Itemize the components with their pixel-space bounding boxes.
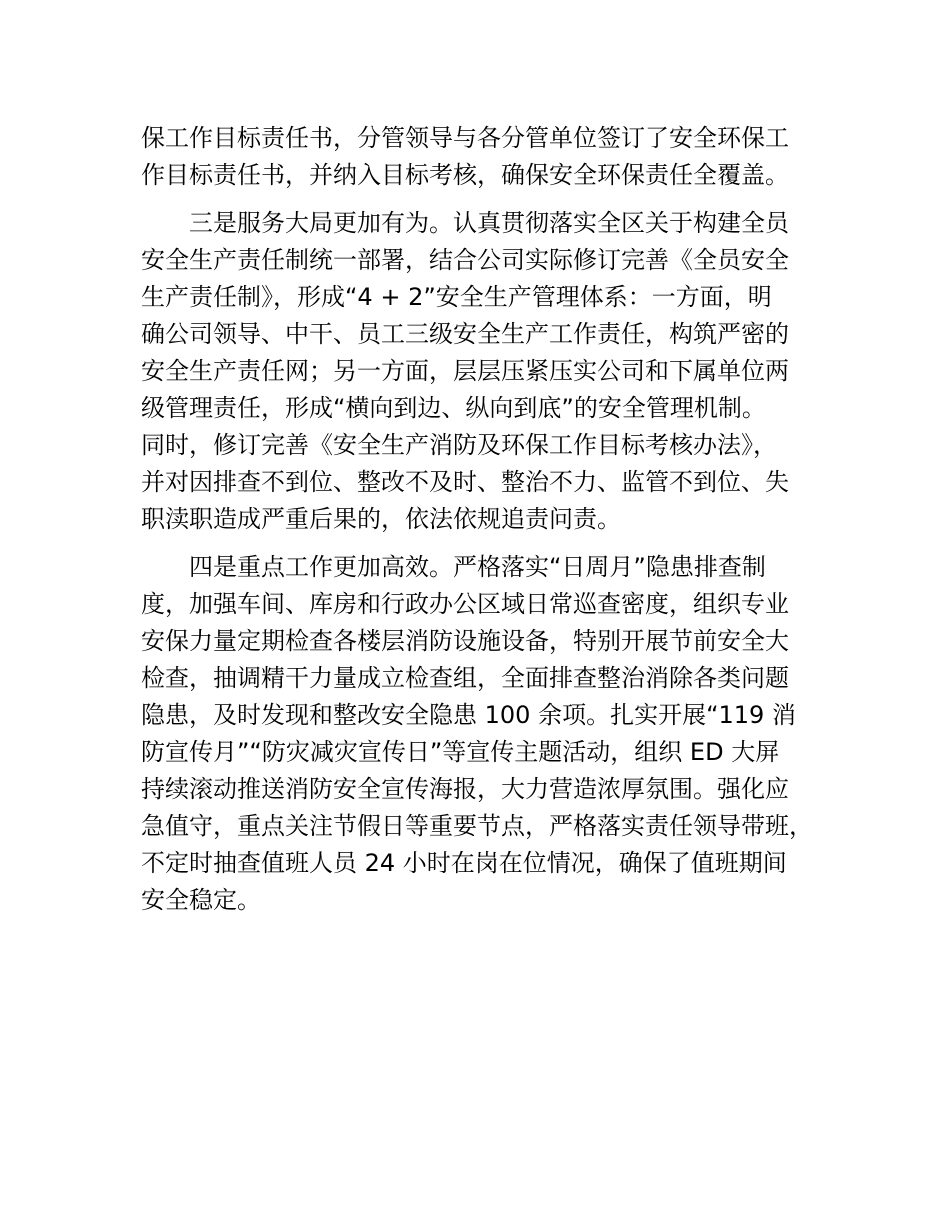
paragraph-2 — [141, 205, 831, 538]
text-line: 三是服务大局更加有为。认真贯彻落实全区关于构建全员 — [189, 209, 789, 237]
text-line: 确公司领导、中干、员工三级安全生产工作责任，构筑严密的 — [141, 320, 789, 348]
text-line: 度，加强车间、库房和行政办公区域日常巡查密度，组织专业 — [141, 590, 789, 618]
text-line: 不定时抽查值班人员 24 小时在岗在位情况，确保了值班期间 — [141, 849, 787, 877]
text-line: 保工作目标责任书，分管领导与各分管单位签订了安全环保工 — [141, 124, 789, 152]
text-line: 级管理责任，形成“横向到边、纵向到底”的安全管理机制。 — [141, 394, 766, 422]
text-line: 检查，抽调精干力量成立检查组，全面排查整治消除各类问题 — [141, 664, 789, 692]
text-line: 安全生产责任网；另一方面，层层压紧压实公司和下属单位两 — [141, 357, 789, 385]
paragraph-gap — [141, 538, 831, 549]
text-line: 职渎职造成严重后果的，依法依规追责问责。 — [141, 505, 621, 533]
text-line: 持续滚动推送消防安全宣传海报，大力营造浓厚氛围。强化应 — [141, 775, 789, 803]
paragraph-1 — [141, 120, 831, 194]
text-line: 安全生产责任制统一部署，结合公司实际修订完善《全员安全 — [141, 246, 789, 274]
paragraph-gap — [141, 194, 831, 205]
text-line: 安保力量定期检查各楼层消防设施设备，特别开展节前安全大 — [141, 627, 789, 655]
text-line: 并对因排查不到位、整改不及时、整治不力、监管不到位、失 — [141, 468, 789, 496]
text-line: 安全稳定。 — [141, 886, 261, 914]
text-line: 隐患，及时发现和整改安全隐患 100 余项。扎实开展“119 消 — [141, 701, 796, 729]
paragraph-3 — [141, 549, 831, 919]
text-line: 四是重点工作更加高效。严格落实“日周月”隐患排查制 — [189, 553, 766, 581]
text-line: 急值守，重点关注节假日等重要节点，严格落实责任领导带班， — [141, 812, 813, 840]
text-line: 生产责任制》，形成“4 + 2”安全生产管理体系：一方面，明 — [141, 283, 772, 311]
text-line: 同时，修订完善《安全生产消防及环保工作目标考核办法》， — [141, 431, 777, 459]
text-line: 防宣传月”“防灾减灾宣传日”等宣传主题活动，组织 ED 大屏 — [141, 738, 780, 766]
document-body — [141, 120, 831, 919]
text-line: 作目标责任书，并纳入目标考核，确保安全环保责任全覆盖。 — [141, 161, 789, 189]
